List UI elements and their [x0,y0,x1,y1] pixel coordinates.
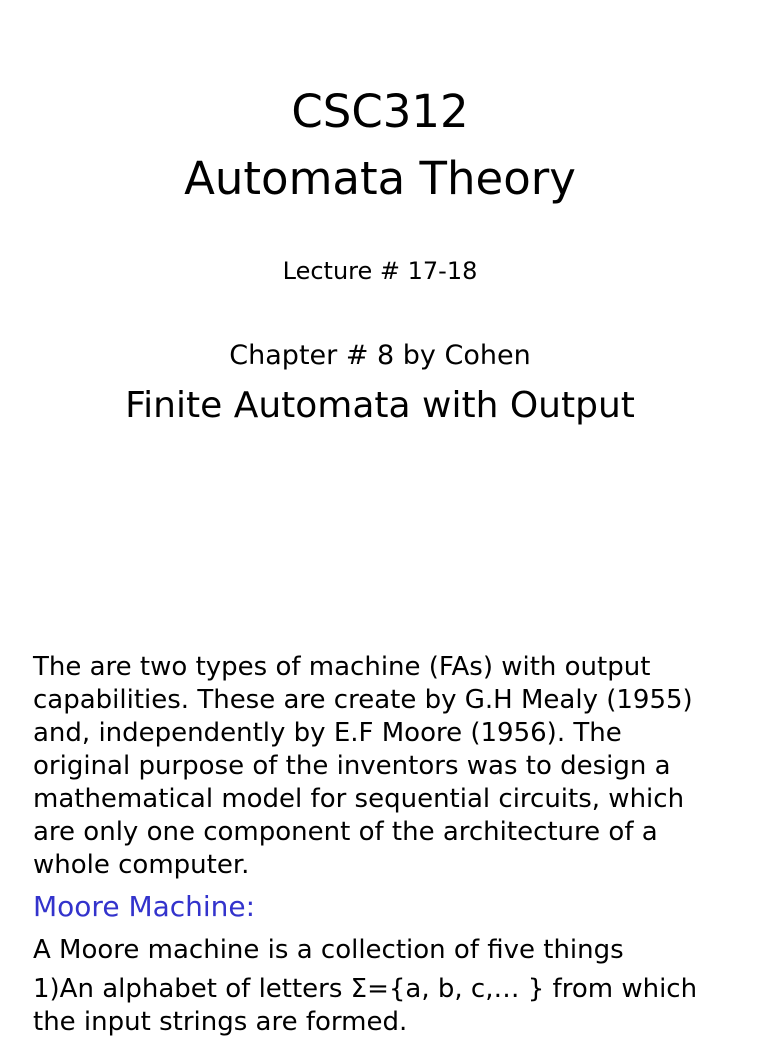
intro-line: and, independently by E.F Moore (1956). The [33,718,622,748]
chapter-reference: Chapter # 8 by Cohen [229,340,531,371]
intro-line: are only one component of the architecture of a [33,817,658,847]
topic-title: Finite Automata with Output [125,385,635,426]
intro-line: capabilities. These are create by G.H Mealy (1955) [33,685,693,715]
lecture-number: Lecture # 17-18 [282,257,478,285]
intro-paragraph [33,651,753,882]
definition-intro: A Moore machine is a collection of five things [33,935,624,965]
definition-item-line: 1)An alphabet of letters Σ={a, b, c,… } from which [33,974,698,1004]
intro-line: whole computer. [33,850,250,880]
intro-line: mathematical model for sequential circuits, which [33,784,685,814]
definition-item-line: the input strings are formed. [33,1007,408,1037]
moore-machine-heading: Moore Machine: [33,890,256,923]
intro-line: The are two types of machine (FAs) with output [33,652,651,682]
course-name: Automata Theory [184,152,576,205]
intro-line: original purpose of the inventors was to design a [33,751,671,781]
course-code: CSC312 [291,85,469,138]
definition-item-1 [33,973,753,1039]
